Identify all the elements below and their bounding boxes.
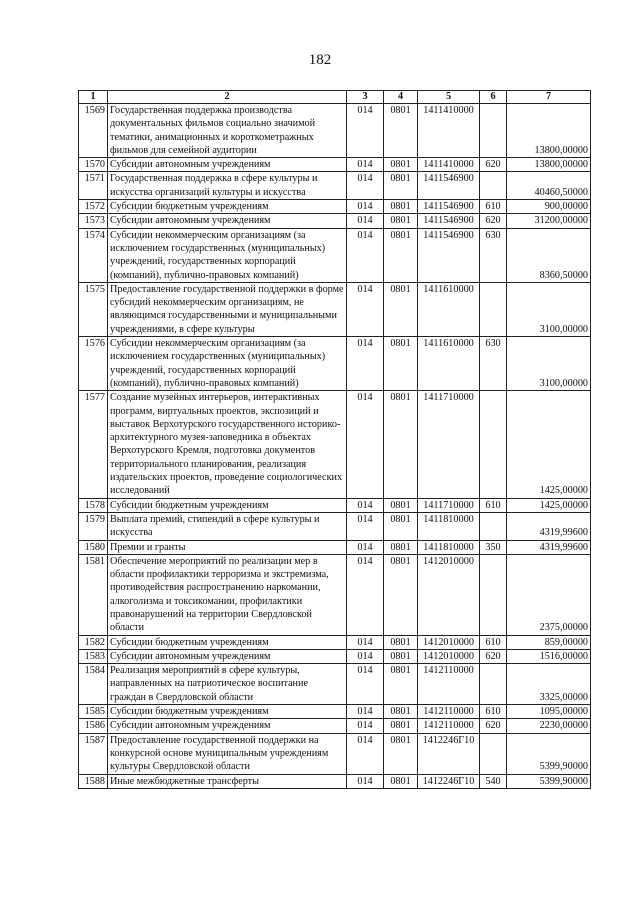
table-row [79,104,591,158]
amount-cell: 31200,00000 [507,214,591,228]
section-code-cell: 0801 [384,733,418,774]
ministry-code-cell: 014 [347,705,384,719]
expense-type-cell: 630 [480,228,507,282]
section-code-cell: 0801 [384,104,418,158]
row-number-cell: 1586 [79,719,108,733]
description-cell: Субсидии автономным учреждениям [108,158,347,172]
row-number-cell: 1582 [79,635,108,649]
expense-type-cell [480,733,507,774]
amount-cell: 8360,50000 [507,228,591,282]
row-number-cell: 1569 [79,104,108,158]
expense-type-cell: 620 [480,649,507,663]
ministry-code-cell: 014 [347,214,384,228]
expense-type-cell: 620 [480,214,507,228]
table-row [79,172,591,200]
ministry-code-cell: 014 [347,635,384,649]
ministry-code-cell: 014 [347,391,384,498]
row-number-cell: 1577 [79,391,108,498]
description-cell: Государственная поддержка в сфере культуры и искусства организаций культуры и искусства [108,172,347,200]
description-cell: Субсидии бюджетным учреждениям [108,200,347,214]
expense-type-cell [480,172,507,200]
ministry-code-cell: 014 [347,498,384,512]
table-row [79,214,591,228]
section-code-cell: 0801 [384,705,418,719]
row-number-cell: 1574 [79,228,108,282]
amount-cell: 4319,99600 [507,512,591,540]
ministry-code-cell: 014 [347,228,384,282]
description-cell: Субсидии автономным учреждениям [108,649,347,663]
header-cell: 2 [108,91,347,104]
amount-cell: 859,00000 [507,635,591,649]
ministry-code-cell: 014 [347,200,384,214]
description-cell: Обеспечение мероприятий по реализации мер в области профилактики терроризма и экстремизма, противодействия распространению наркомании, алкоголизма и токсикомании, профилактики правонарушений на территории Свердловской области [108,554,347,635]
expense-type-cell: 610 [480,498,507,512]
target-article-cell: 1411610000 [418,337,480,391]
header-cell: 3 [347,91,384,104]
section-code-cell: 0801 [384,214,418,228]
amount-cell: 2375,00000 [507,554,591,635]
description-cell: Предоставление государственной поддержки на конкурсной основе муниципальным учреждениям культуры Свердловской области [108,733,347,774]
section-code-cell: 0801 [384,200,418,214]
table-body [79,104,591,789]
amount-cell: 5399,90000 [507,733,591,774]
header-row [79,91,591,104]
amount-cell: 1425,00000 [507,391,591,498]
table-row [79,635,591,649]
ministry-code-cell: 014 [347,172,384,200]
target-article-cell: 1411610000 [418,282,480,336]
row-number-cell: 1575 [79,282,108,336]
ministry-code-cell: 014 [347,774,384,788]
description-cell: Субсидии автономным учреждениям [108,719,347,733]
table-row [79,391,591,498]
section-code-cell: 0801 [384,158,418,172]
description-cell: Выплата премий, стипендий в сфере культуры и искусства [108,512,347,540]
table-row [79,540,591,554]
row-number-cell: 1580 [79,540,108,554]
ministry-code-cell: 014 [347,719,384,733]
table-row [79,733,591,774]
expense-type-cell: 620 [480,719,507,733]
amount-cell: 3100,00000 [507,337,591,391]
section-code-cell: 0801 [384,649,418,663]
section-code-cell: 0801 [384,554,418,635]
header-cell: 7 [507,91,591,104]
expense-type-cell [480,512,507,540]
row-number-cell: 1579 [79,512,108,540]
row-number-cell: 1588 [79,774,108,788]
expense-type-cell: 610 [480,705,507,719]
description-cell: Субсидии некоммерческим организациям (за исключением государственных (муниципальных) учреждений, государственных корпораций (компаний), публично-правовых компаний) [108,337,347,391]
expense-type-cell [480,664,507,705]
ministry-code-cell: 014 [347,649,384,663]
section-code-cell: 0801 [384,664,418,705]
description-cell: Субсидии бюджетным учреждениям [108,635,347,649]
table-row [79,774,591,788]
ministry-code-cell: 014 [347,733,384,774]
description-cell: Субсидии бюджетным учреждениям [108,705,347,719]
description-cell: Субсидии некоммерческим организациям (за исключением государственных (муниципальных) учреждений, государственных корпораций (компаний), публично-правовых компаний) [108,228,347,282]
expense-type-cell: 610 [480,635,507,649]
section-code-cell: 0801 [384,498,418,512]
row-number-cell: 1572 [79,200,108,214]
target-article-cell: 1411546900 [418,172,480,200]
amount-cell: 1516,00000 [507,649,591,663]
expense-type-cell [480,104,507,158]
row-number-cell: 1571 [79,172,108,200]
section-code-cell: 0801 [384,774,418,788]
target-article-cell: 1411546900 [418,214,480,228]
target-article-cell: 1412010000 [418,649,480,663]
target-article-cell: 1411810000 [418,512,480,540]
header-cell: 1 [79,91,108,104]
table-row [79,337,591,391]
expense-type-cell [480,282,507,336]
row-number-cell: 1576 [79,337,108,391]
section-code-cell: 0801 [384,719,418,733]
table-row [79,228,591,282]
section-code-cell: 0801 [384,391,418,498]
amount-cell: 1095,00000 [507,705,591,719]
expense-type-cell: 630 [480,337,507,391]
row-number-cell: 1585 [79,705,108,719]
table-row [79,664,591,705]
amount-cell: 13800,00000 [507,158,591,172]
amount-cell: 3325,00000 [507,664,591,705]
ministry-code-cell: 014 [347,158,384,172]
ministry-code-cell: 014 [347,104,384,158]
section-code-cell: 0801 [384,635,418,649]
table-row [79,719,591,733]
target-article-cell: 1412246Г10 [418,774,480,788]
ministry-code-cell: 014 [347,337,384,391]
target-article-cell: 1411710000 [418,498,480,512]
amount-cell: 40460,50000 [507,172,591,200]
table-row [79,498,591,512]
description-cell: Государственная поддержка производства документальных фильмов социально значимой тематики, анимационных и короткометражных фильмов для семейной аудитории [108,104,347,158]
row-number-cell: 1578 [79,498,108,512]
ministry-code-cell: 014 [347,664,384,705]
table-row [79,200,591,214]
description-cell: Субсидии бюджетным учреждениям [108,498,347,512]
description-cell: Субсидии автономным учреждениям [108,214,347,228]
target-article-cell: 1412246Г10 [418,733,480,774]
table-row [79,554,591,635]
description-cell: Создание музейных интерьеров, интерактивных программ, виртуальных проектов, экспозиций и выставок Верхотурского государственного историко-архитектурного музея-заповедника в объектах Верхотурского Кремля, подготовка документов территориального планирования, реализация издательских проектов, проведение социологических исследований [108,391,347,498]
target-article-cell: 1411810000 [418,540,480,554]
amount-cell: 3100,00000 [507,282,591,336]
section-code-cell: 0801 [384,282,418,336]
target-article-cell: 1411410000 [418,104,480,158]
amount-cell: 5399,90000 [507,774,591,788]
row-number-cell: 1587 [79,733,108,774]
target-article-cell: 1412110000 [418,719,480,733]
target-article-cell: 1412110000 [418,664,480,705]
table-row [79,705,591,719]
expense-type-cell: 350 [480,540,507,554]
section-code-cell: 0801 [384,512,418,540]
target-article-cell: 1411710000 [418,391,480,498]
target-article-cell: 1412010000 [418,635,480,649]
expense-type-cell: 540 [480,774,507,788]
target-article-cell: 1411546900 [418,228,480,282]
expense-type-cell: 610 [480,200,507,214]
page-number: 182 [308,52,332,68]
ministry-code-cell: 014 [347,512,384,540]
row-number-cell: 1584 [79,664,108,705]
budget-table-container [78,90,590,789]
header-cell: 4 [384,91,418,104]
amount-cell: 4319,99600 [507,540,591,554]
table-row [79,282,591,336]
amount-cell: 2230,00000 [507,719,591,733]
header-cell: 6 [480,91,507,104]
ministry-code-cell: 014 [347,282,384,336]
amount-cell: 900,00000 [507,200,591,214]
table-row [79,512,591,540]
header-cell: 5 [418,91,480,104]
table-row [79,158,591,172]
row-number-cell: 1573 [79,214,108,228]
table-row [79,649,591,663]
amount-cell: 13800,00000 [507,104,591,158]
target-article-cell: 1412010000 [418,554,480,635]
section-code-cell: 0801 [384,337,418,391]
description-cell: Иные межбюджетные трансферты [108,774,347,788]
expense-type-cell [480,391,507,498]
ministry-code-cell: 014 [347,540,384,554]
budget-table [78,90,591,789]
section-code-cell: 0801 [384,540,418,554]
section-code-cell: 0801 [384,172,418,200]
target-article-cell: 1411546900 [418,200,480,214]
amount-cell: 1425,00000 [507,498,591,512]
section-code-cell: 0801 [384,228,418,282]
target-article-cell: 1412110000 [418,705,480,719]
ministry-code-cell: 014 [347,554,384,635]
target-article-cell: 1411410000 [418,158,480,172]
description-cell: Предоставление государственной поддержки в форме субсидий некоммерческим организациям, не являющимся государственными и муниципальными учреждениями, в сфере культуры [108,282,347,336]
expense-type-cell [480,554,507,635]
expense-type-cell: 620 [480,158,507,172]
description-cell: Реализация мероприятий в сфере культуры, направленных на патриотическое воспитание граждан в Свердловской области [108,664,347,705]
row-number-cell: 1583 [79,649,108,663]
row-number-cell: 1570 [79,158,108,172]
row-number-cell: 1581 [79,554,108,635]
description-cell: Премии и гранты [108,540,347,554]
